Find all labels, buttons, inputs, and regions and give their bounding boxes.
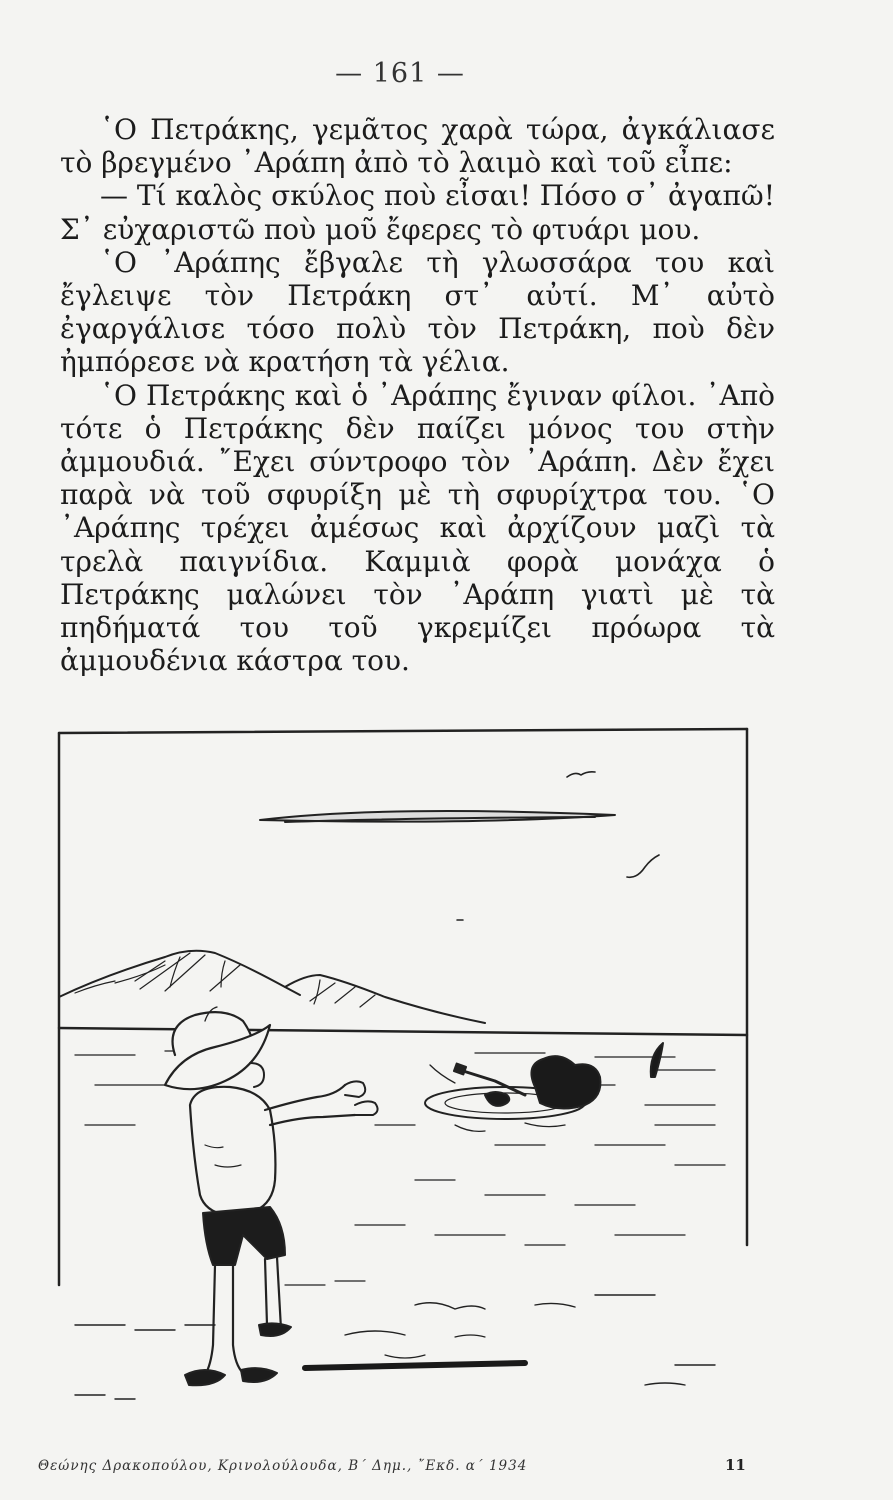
page-number: — 161 —	[335, 58, 465, 89]
footer-credit: Θεώνης Δρακοπούλου, Κρινολούλουδα, Β΄ Δημ., ῎Εκδ. α΄ 1934	[38, 1458, 528, 1474]
paragraph: ῾Ο Πετράκης καὶ ὁ ᾿Αράπης ἔγιναν φίλοι. ᾿Απὸ τότε ὁ Πετράκης δὲν παίζει μόνος του στὴν ἀμμουδιά. ῎Εχει σύντροφο τὸν ᾿Αράπη. Δὲν ἔχει παρὰ νὰ τοῦ σφυρίξη μὲ τὴ σφυρίχτρα του. ῾Ο ᾿Αράπης τρέχει ἀμέσως καὶ ἀρχίζουν μαζὶ τὰ τρελὰ παιγνίδια. Καμμιὰ φορὰ μονάχα ὁ Πετράκης μαλώνει τὸν ᾿Αράπη γιατὶ μὲ τὰ πηδήματά του τοῦ γκρεμίζει πρόωρα τὰ ἀμμουδένια κάστρα του.	[60, 378, 775, 678]
paragraph: ῾Ο ᾿Αράπης ἔβγαλε τὴ γλωσσάρα του καὶ ἔγλειψε τὸν Πετράκη στ᾿ αὐτί. Μ᾿ αὐτὸ ἐγαργάλισε τόσο πολὺ τὸν Πετράκη, ποὺ δὲν ἠμπόρεσε νὰ κρατήση τὰ γέλια.	[60, 245, 775, 379]
illustration-boy-and-dog-at-beach	[55, 725, 755, 1405]
illustration-drawing	[55, 725, 755, 1405]
body-text	[60, 113, 775, 677]
paragraph: ῾Ο Πετράκης, γεμᾶτος χαρὰ τώρα, ἀγκάλιασε τὸ βρεγμένο ᾿Αράπη ἀπὸ τὸ λαιμὸ καὶ τοῦ εἶπε:	[60, 113, 775, 180]
dialogue-paragraph: — Τί καλὸς σκύλος ποὺ εἶσαι! Πόσο σ᾿ ἀγαπῶ! Σ᾿ εὐχαριστῶ ποὺ μοῦ ἔφερες τὸ φτυάρι μου.	[60, 179, 775, 246]
sheet-number: 11	[725, 1456, 746, 1474]
